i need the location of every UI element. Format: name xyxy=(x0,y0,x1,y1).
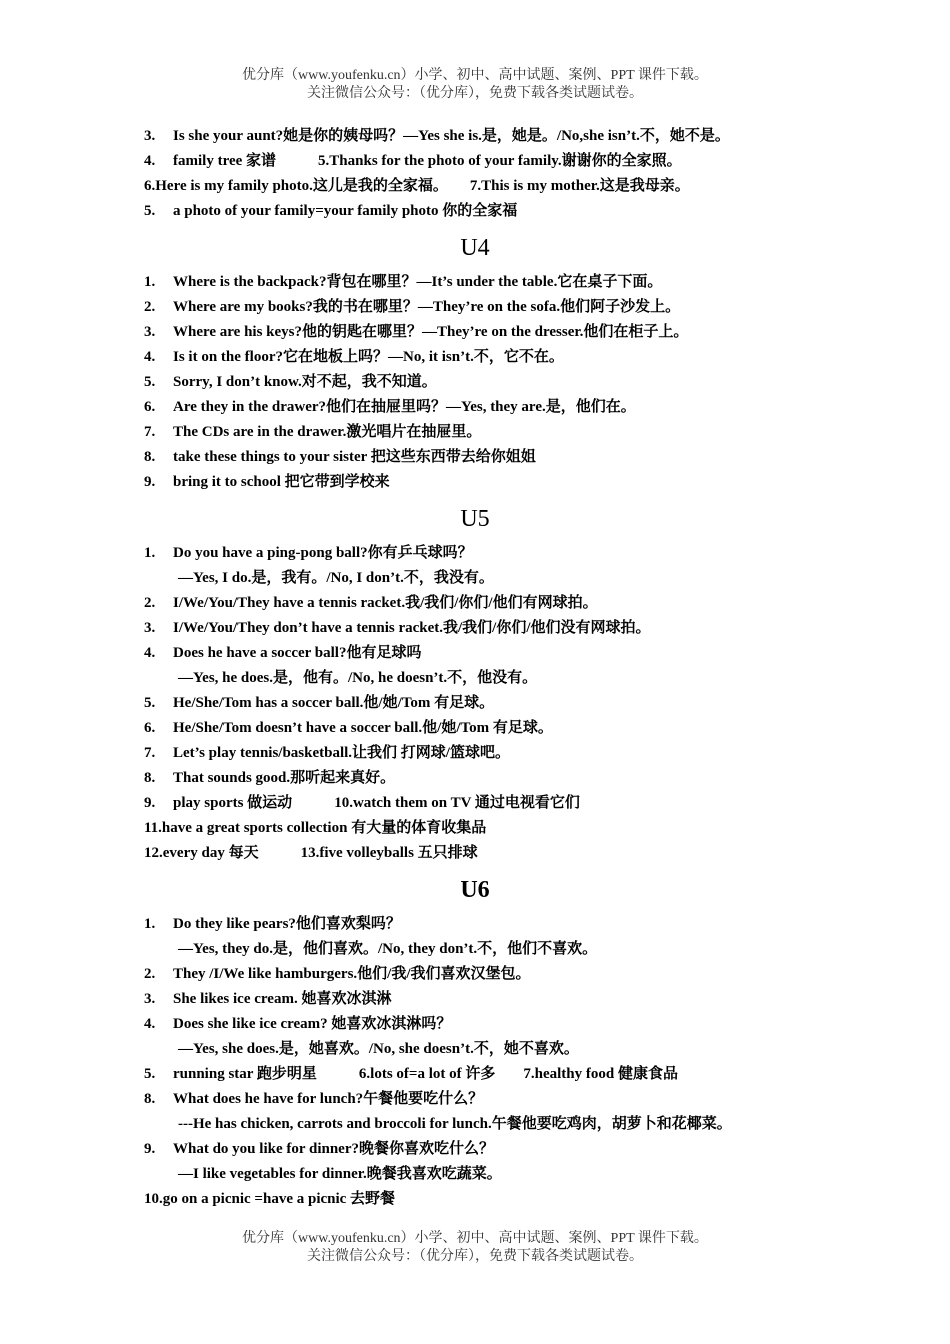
list-item: 9. bring it to school 把它带到学校来 xyxy=(144,474,390,490)
u5-list xyxy=(144,541,924,866)
list-item-reply: ---He has chicken, carrots and broccoli for lunch.午餐他要吃鸡肉，胡萝卜和花椰菜。 xyxy=(178,1116,732,1132)
list-item: 7. Let’s play tennis/basketball.让我们 打网球/篮球吧。 xyxy=(144,745,510,761)
list-item: 8. That sounds good.那听起来真好。 xyxy=(144,770,396,786)
list-item: 5. Sorry, I don’t know.对不起，我不知道。 xyxy=(144,374,437,390)
u6-list xyxy=(144,912,924,1212)
footer-line-2: 关注微信公众号：（优分库），免费下载各类试题试卷。 xyxy=(307,1249,643,1264)
list-item: 7. The CDs are in the drawer.激光唱片在抽屉里。 xyxy=(144,424,482,440)
list-item: 4. family tree 家谱 5.Thanks for the photo of your family.谢谢你的全家照。 xyxy=(144,153,682,169)
list-item-reply: —Yes, they do.是，他们喜欢。/No, they don’t.不，他们不喜欢。 xyxy=(178,941,598,957)
page-footer xyxy=(0,1230,950,1266)
list-item-reply: —I like vegetables for dinner.晚餐我喜欢吃蔬菜。 xyxy=(178,1166,502,1182)
header-line-2: 关注微信公众号：（优分库），免费下载各类试题试卷。 xyxy=(307,86,643,101)
document-body xyxy=(144,124,924,1212)
list-item: 11.have a great sports collection 有大量的体育收集品 xyxy=(144,820,487,836)
list-item: 8. What does he have for lunch?午餐他要吃什么？ xyxy=(144,1091,484,1107)
list-item: 3. Is she your aunt?她是你的姨母吗？—Yes she is.是，她是。/No,she isn’t.不，她不是。 xyxy=(144,128,730,144)
list-item: 5. He/She/Tom has a soccer ball.他/她/Tom 有足球。 xyxy=(144,695,495,711)
list-item: 4. Is it on the floor?它在地板上吗？—No, it isn’t.不，它不在。 xyxy=(144,349,564,365)
list-item-reply: —Yes, he does.是，他有。/No, he doesn’t.不，他没有。 xyxy=(178,670,538,686)
list-item: 1. Do you have a ping-pong ball?你有乒乓球吗？ xyxy=(144,545,473,561)
list-item-reply: —Yes, she does.是，她喜欢。/No, she doesn’t.不，她不喜欢。 xyxy=(178,1041,579,1057)
list-item: 5. a photo of your family=your family photo 你的全家福 xyxy=(144,203,518,219)
list-item: 2. I/We/You/They have a tennis racket.我/我们/你们/他们有网球拍。 xyxy=(144,595,598,611)
header-line-1: 优分库（www.youfenku.cn）小学、初中、高中试题、案例、PPT 课件下载。 xyxy=(242,68,708,83)
list-item: 2. They /I/We like hamburgers.他们/我/我们喜欢汉堡包。 xyxy=(144,966,531,982)
list-item: 6.Here is my family photo.这儿是我的全家福。 7.This is my mother.这是我母亲。 xyxy=(144,178,690,194)
list-item: 3. I/We/You/They don’t have a tennis racket.我/我们/你们/他们没有网球拍。 xyxy=(144,620,651,636)
list-item: 1. Do they like pears?他们喜欢梨吗？ xyxy=(144,916,401,932)
list-item: 12.every day 每天 13.five volleyballs 五只排球 xyxy=(144,845,478,861)
list-item: 10.go on a picnic =have a picnic 去野餐 xyxy=(144,1191,396,1207)
list-item: 5. running star 跑步明星 6.lots of=a lot of 许多 7.healthy food 健康食品 xyxy=(144,1066,678,1082)
list-item: 9. What do you like for dinner?晚餐你喜欢吃什么？ xyxy=(144,1141,494,1157)
footer-line-1: 优分库（www.youfenku.cn）小学、初中、高中试题、案例、PPT 课件下载。 xyxy=(242,1231,708,1246)
list-item: 9. play sports 做运动 10.watch them on TV 通过电视看它们 xyxy=(144,795,580,811)
section-heading-u6: U6 xyxy=(460,877,490,903)
list-item: 8. take these things to your sister 把这些东西带去给你姐姐 xyxy=(144,449,536,465)
list-item-reply: —Yes, I do.是，我有。/No, I don’t.不，我没有。 xyxy=(178,570,494,586)
u4-list xyxy=(144,270,924,495)
page-header xyxy=(0,67,950,103)
section-heading-u4: U4 xyxy=(460,235,490,261)
list-item: 3. She likes ice cream. 她喜欢冰淇淋 xyxy=(144,991,392,1007)
list-item: 2. Where are my books?我的书在哪里？—They’re on the sofa.他们阿子沙发上。 xyxy=(144,299,681,315)
list-item: 4. Does she like ice cream? 她喜欢冰淇淋吗？ xyxy=(144,1016,452,1032)
list-item: 3. Where are his keys?他的钥匙在哪里？—They’re on the dresser.他们在柜子上。 xyxy=(144,324,689,340)
list-item: 6. He/She/Tom doesn’t have a soccer ball.他/她/Tom 有足球。 xyxy=(144,720,553,736)
section-heading-u5: U5 xyxy=(460,506,490,532)
list-item: 4. Does he have a soccer ball?他有足球吗 xyxy=(144,645,422,661)
list-item: 1. Where is the backpack?背包在哪里？—It’s under the table.它在桌子下面。 xyxy=(144,274,663,290)
list-item: 6. Are they in the drawer?他们在抽屉里吗？—Yes, they are.是，他们在。 xyxy=(144,399,636,415)
